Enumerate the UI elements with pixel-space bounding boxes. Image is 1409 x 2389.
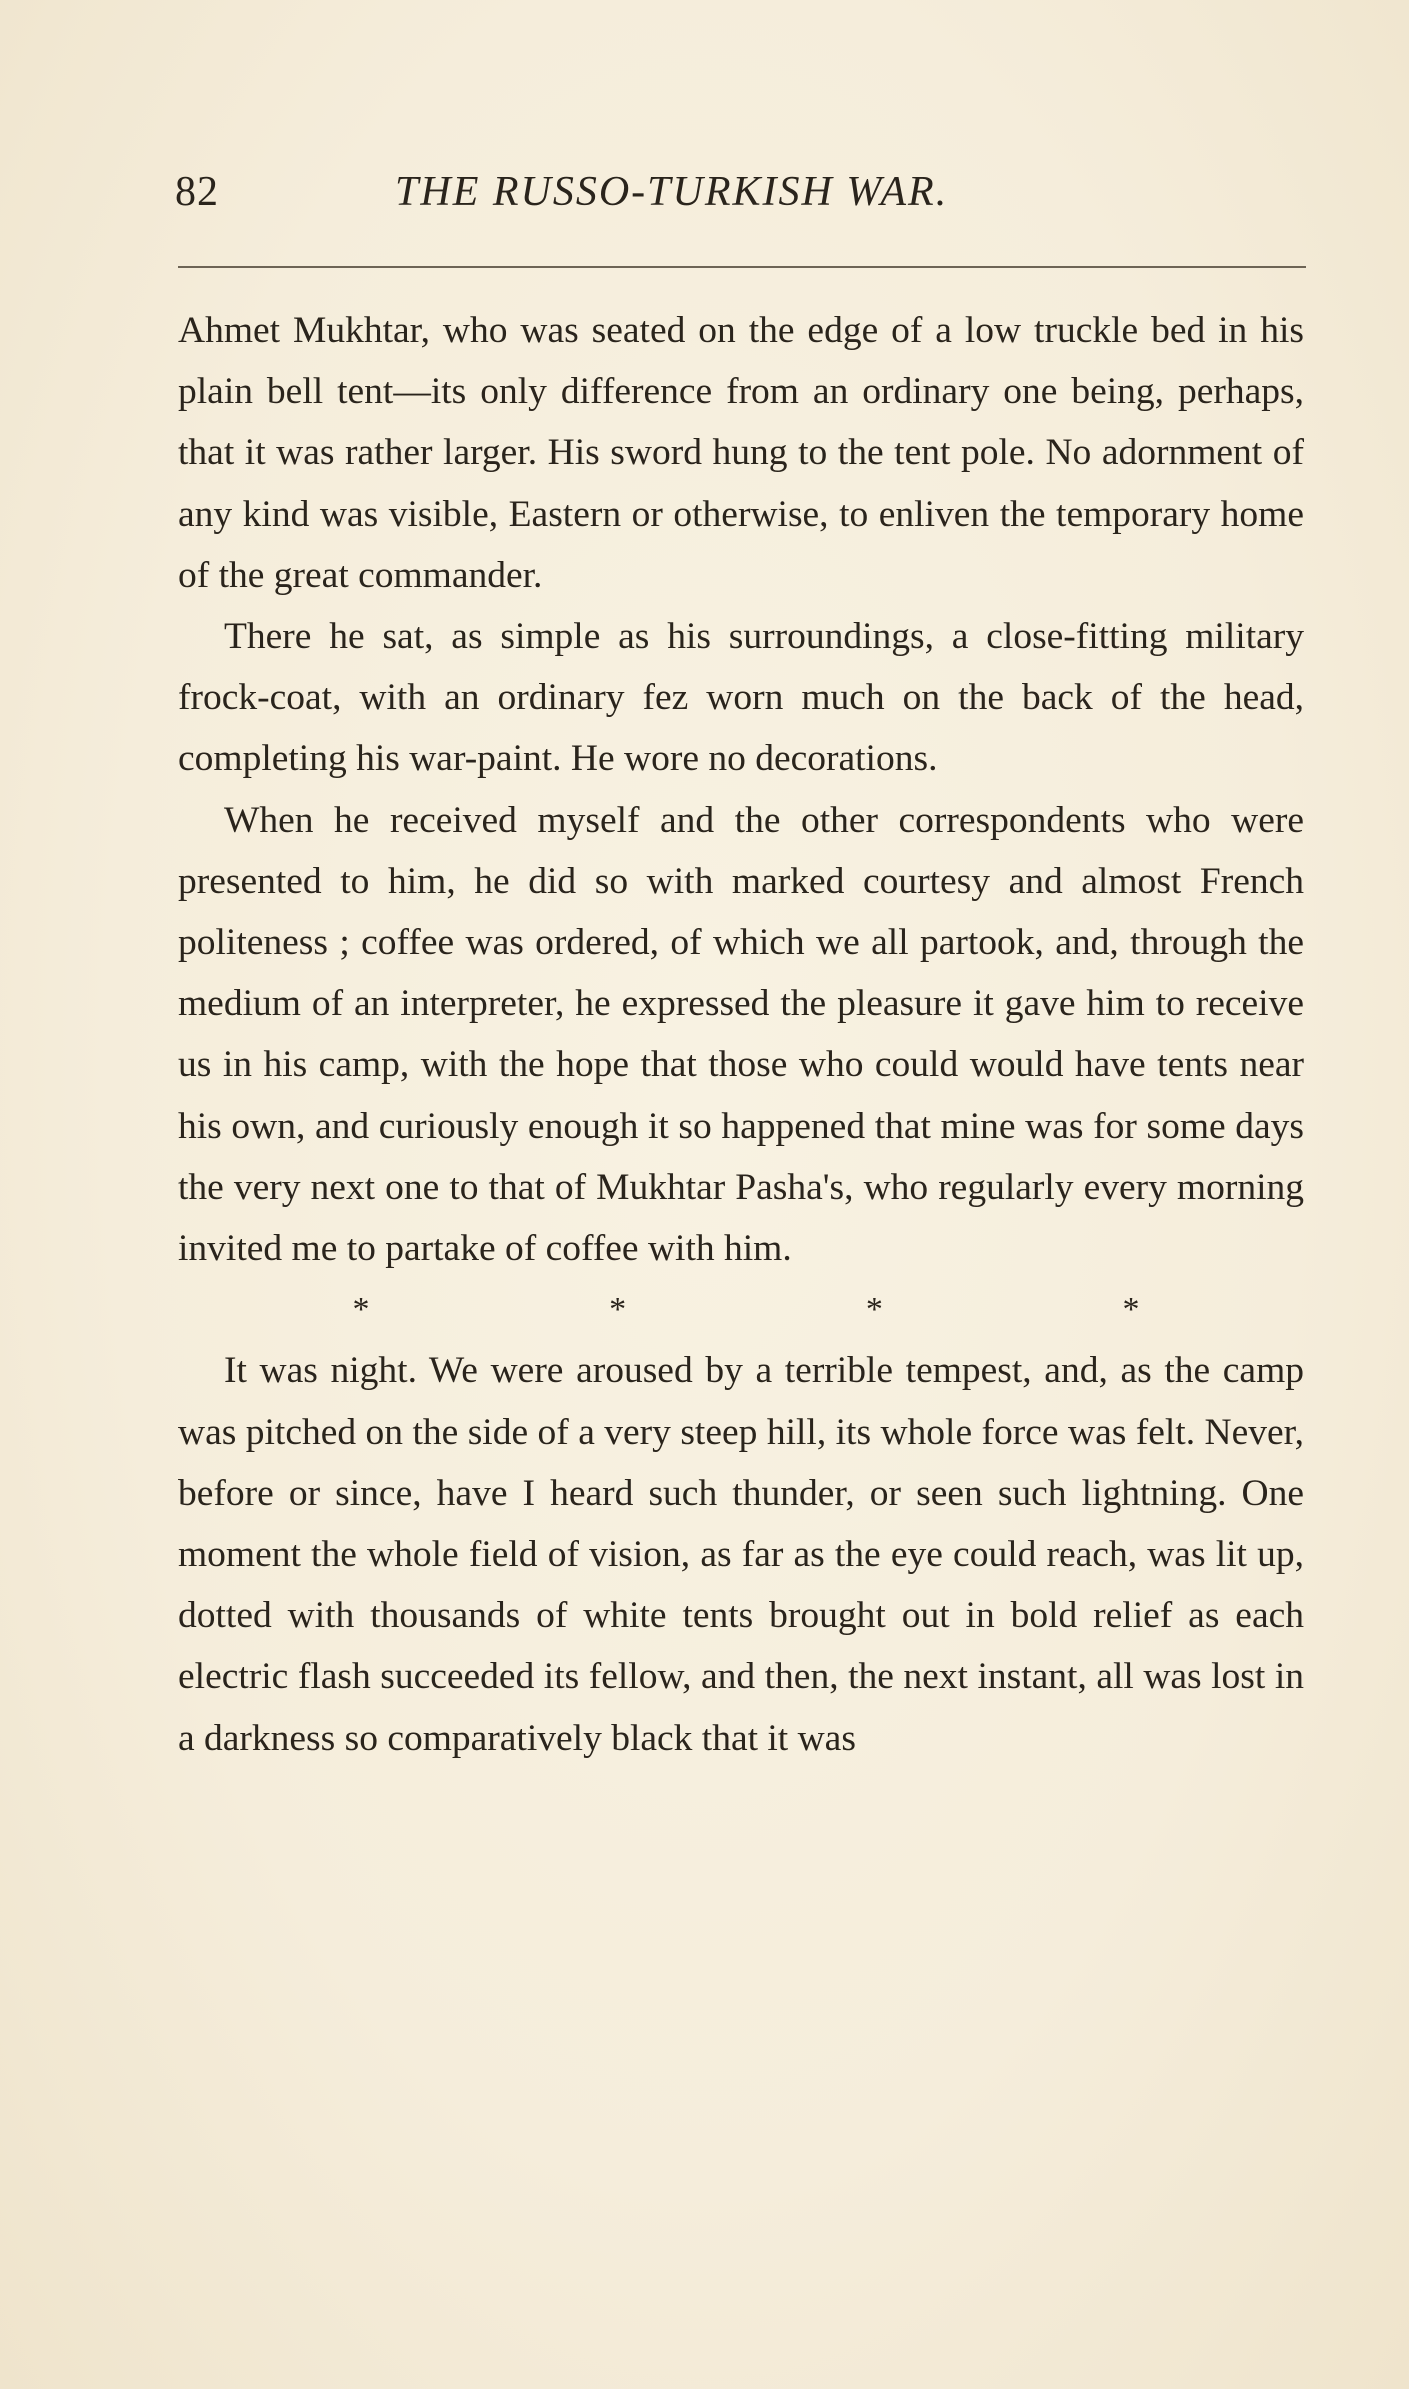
body-text bbox=[178, 300, 1304, 1769]
paragraph-3: When he received myself and the other correspondents who were presented to him, he did so with marked courtesy and almost French politeness ; coffee was ordered, of which we all partook, and, through the medium of an interpreter, he expressed the pleasure it gave him to receive us in his camp, with the hope that those who could would have tents near his own, and curiously enough it so happened that mine was for some days the very next one to that of Mukhtar Pasha's, who regularly every morning invited me to partake of coffee with him. bbox=[178, 799, 1304, 1270]
page-number: 82 bbox=[175, 169, 219, 215]
header-rule bbox=[178, 266, 1306, 268]
paragraph-2: There he sat, as simple as his surroundings, a close-fitting military frock-coat, with an ordinary fez worn much on the back of the head, completing his war-paint. He wore no decorations. bbox=[178, 616, 1304, 780]
paragraph-1: Ahmet Mukhtar, who was seated on the edge of a low truckle bed in his plain bell tent—its only difference from an ordinary one being, perhaps, that it was rather larger. His sword hung to the tent pole. No adornment of any kind was visible, Eastern or otherwise, to enliven the temporary home of the great commander. bbox=[178, 310, 1304, 596]
section-break bbox=[346, 1279, 1146, 1340]
section-break-star: * bbox=[352, 1291, 370, 1329]
paragraph-4: It was night. We were aroused by a terrible tempest, and, as the camp was pitched on the side of a very steep hill, its whole force was felt. Never, before or since, have I heard such thunder, or seen such lightning. One moment the whole field of vision, as far as the eye could reach, was lit up, dotted with thousands of white tents brought out in bold relief as each electric flash succeeded its fellow, and then, the next instant, all was lost in a darkness so comparatively black that it was bbox=[178, 1350, 1304, 1759]
page-header bbox=[175, 168, 1305, 228]
running-title: THE RUSSO-TURKISH WAR. bbox=[395, 169, 949, 215]
section-break-star: * bbox=[609, 1291, 627, 1329]
section-break-star: * bbox=[865, 1291, 883, 1329]
section-break-star: * bbox=[1122, 1291, 1140, 1329]
